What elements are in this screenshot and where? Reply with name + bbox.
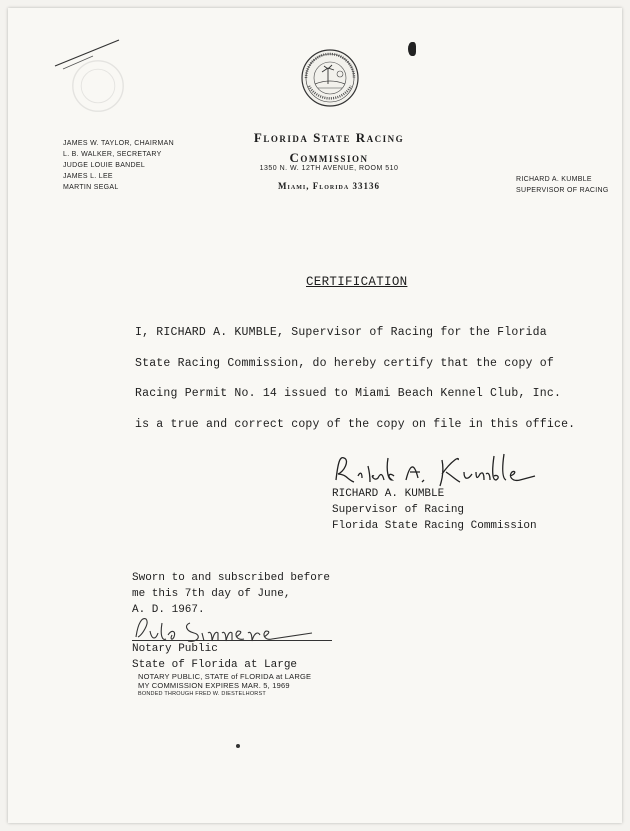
supervisor-name: RICHARD A. KUMBLE [516, 176, 592, 183]
notary-info [132, 641, 297, 673]
commissioner-name: L. B. WALKER, SECRETARY [63, 151, 162, 158]
commissioner-name: JAMES L. LEE [63, 173, 113, 180]
commissioner-name: JAMES W. TAYLOR, CHAIRMAN [63, 140, 174, 147]
stamp-line: NOTARY PUBLIC, STATE of FLORIDA at LARGE [138, 672, 312, 681]
organization-address: 1350 N. W. 12TH AVENUE, ROOM 510 [259, 165, 399, 172]
commissioner-name: MARTIN SEGAL [63, 184, 119, 191]
commissioner-name: JUDGE LOUIE BANDEL [63, 162, 146, 169]
notary-state: State of Florida at Large [132, 659, 298, 671]
signature-block [332, 486, 537, 534]
certification-line: is a true and correct copy of the copy on file in this office. [135, 418, 576, 431]
state-seal-image [300, 48, 360, 108]
signer-organization: Florida State Racing Commission [332, 520, 537, 532]
certification-line: I, RICHARD A. KUMBLE, Supervisor of Racing for the Florida [135, 326, 547, 339]
certification-line: State Racing Commission, do hereby certify that the copy of [135, 357, 554, 370]
certification-title: CERTIFICATION [306, 275, 408, 289]
signer-name: RICHARD A. KUMBLE [332, 488, 445, 500]
sworn-line: me this 7th day of June, [132, 588, 291, 600]
document-page [8, 8, 622, 823]
commissioners-list [63, 138, 174, 193]
organization-name [208, 128, 450, 168]
sworn-line: A. D. 1967. [132, 604, 205, 616]
sworn-statement [132, 570, 330, 618]
ink-dot [236, 744, 240, 748]
signer-title: Supervisor of Racing [332, 504, 465, 516]
punch-hole [408, 42, 416, 56]
org-name-line2: Commission [289, 150, 369, 165]
org-name-line1: Florida State Racing [253, 130, 405, 145]
supervisor-info [516, 174, 609, 196]
supervisor-title: SUPERVISOR OF RACING [516, 187, 609, 194]
stamp-line: MY COMMISSION EXPIRES MAR. 5, 1969 [138, 681, 290, 690]
stamp-line: BONDED THROUGH FRED W. DIESTELHORST [138, 691, 266, 697]
sworn-line: Sworn to and subscribed before [132, 572, 331, 584]
notary-stamp [138, 672, 311, 699]
certification-line: Racing Permit No. 14 issued to Miami Beach Kennel Club, Inc. [135, 387, 562, 400]
organization-city: Miami, Florida 33136 [278, 181, 380, 191]
notary-title: Notary Public [132, 643, 218, 655]
ghost-seal-image [70, 58, 126, 114]
